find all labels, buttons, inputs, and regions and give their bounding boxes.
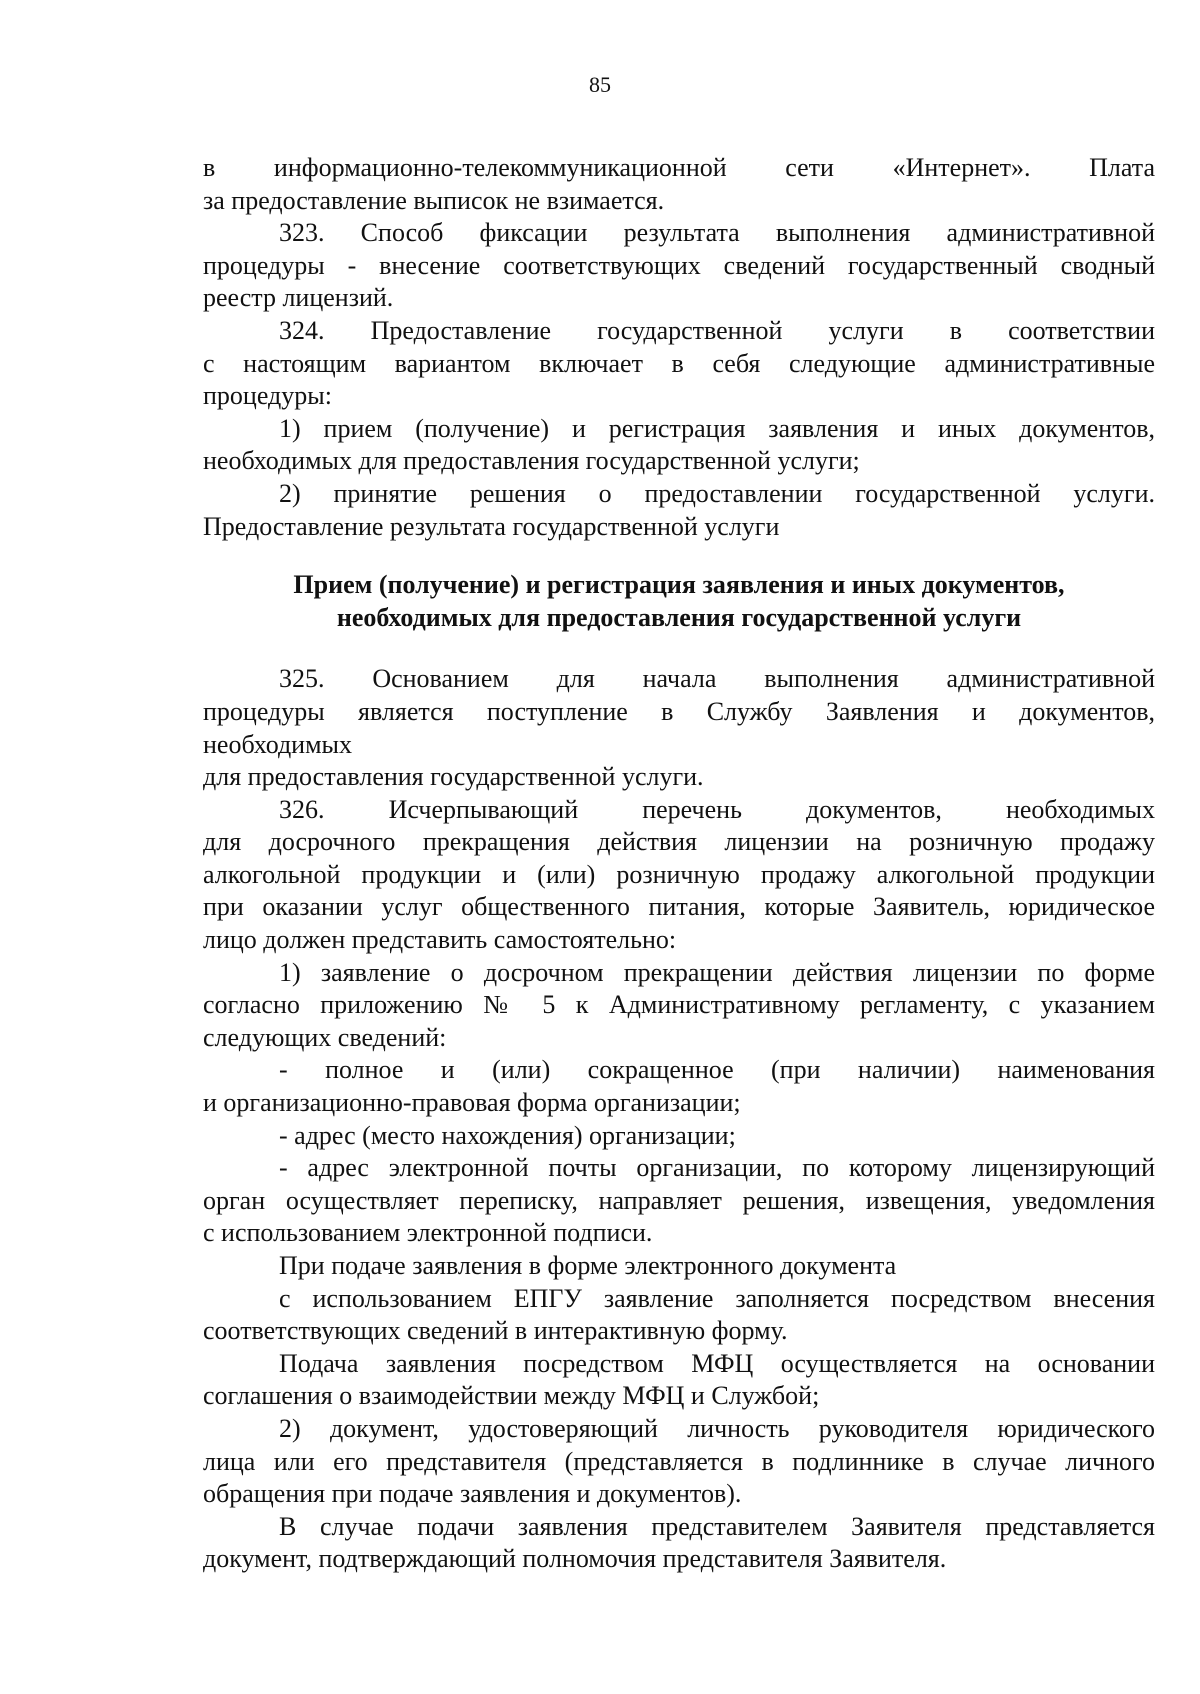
paragraph-line: лица или его представителя (представляется в подлиннике в случае личного [203, 1446, 1155, 1476]
paragraph-p324 [203, 315, 1155, 413]
paragraph-line: в информационно-телекоммуникационной сети «Интернет». Плата [203, 153, 1155, 182]
paragraph-line: для досрочного прекращения действия лицензии на розничную продажу [203, 827, 1155, 857]
paragraph-p326_epgu1 [203, 1250, 1155, 1283]
paragraph-line: для предоставления государственной услуги. [203, 762, 704, 792]
paragraph-line: Подача заявления посредством МФЦ осуществляется на основании [279, 1348, 1155, 1378]
paragraphs-top [203, 152, 1155, 543]
paragraph-p326_rep [203, 1511, 1155, 1576]
section-heading [203, 569, 1155, 634]
paragraph-line: и организационно-правовая форма организации; [203, 1088, 741, 1118]
paragraph-line: с настоящим вариантом включает в себя следующие административные [203, 348, 1155, 378]
paragraph-p324_1 [203, 413, 1155, 478]
paragraph-line: документ, подтверждающий полномочия представителя Заявителя. [203, 1544, 947, 1574]
paragraph-line: процедуры: [203, 381, 332, 411]
paragraph-line: алкогольной продукции и (или) розничную продажу алкогольной продукции [203, 859, 1155, 889]
paragraph-p324_2 [203, 478, 1155, 543]
paragraph-line: 1) прием (получение) и регистрация заявления и иных документов, [279, 413, 1155, 443]
paragraph-line: - адрес электронной почты организации, по которому лицензирующий [279, 1153, 1155, 1183]
paragraphs-bottom [203, 663, 1155, 1576]
paragraph-p326 [203, 794, 1155, 957]
paragraph-p326_1a [203, 1054, 1155, 1119]
section-heading-line-1: Прием (получение) и регистрация заявления и иных документов, [293, 570, 1065, 600]
paragraph-line: процедуры - внесение соответствующих сведений государственный сводный [203, 250, 1155, 280]
paragraph-line: процедуры является поступление в Службу Заявления и документов, [203, 696, 1155, 726]
paragraph-line: Предоставление результата государственной услуги [203, 511, 780, 541]
paragraph-line: за предоставление выписок не взимается. [203, 185, 665, 215]
section-heading-line-2: необходимых для предоставления государственной услуги [336, 602, 1022, 632]
paragraph-line: с использованием электронной подписи. [203, 1218, 653, 1248]
paragraph-line: необходимых [203, 729, 353, 759]
paragraph-line: 2) документ, удостоверяющий личность руководителя юридического [279, 1413, 1155, 1443]
paragraph-line: с использованием ЕПГУ заявление заполняется посредством внесения [279, 1283, 1155, 1313]
paragraph-line: 1) заявление о досрочном прекращении действия лицензии по форме [279, 957, 1155, 987]
paragraph-p326_1c [203, 1152, 1155, 1250]
paragraph-line: следующих сведений: [203, 1022, 447, 1052]
paragraph-line: 326. Исчерпывающий перечень документов, необходимых [279, 794, 1155, 824]
paragraph-line: соглашения о взаимодействии между МФЦ и Службой; [203, 1381, 820, 1411]
paragraph-line: обращения при подаче заявления и документов). [203, 1479, 742, 1509]
paragraph-line: При подаче заявления в форме электронного документа [279, 1251, 897, 1280]
paragraph-line: необходимых для предоставления государственной услуги; [203, 446, 860, 476]
paragraph-p326_mfc [203, 1348, 1155, 1413]
paragraph-line: лицо должен представить самостоятельно: [203, 925, 677, 955]
paragraph-p325 [203, 663, 1155, 793]
document-body [203, 152, 1155, 1576]
paragraph-line: 2) принятие решения о предоставлении государственной услуги. [279, 478, 1155, 508]
paragraph-line: орган осуществляет переписку, направляет решения, извещения, уведомления [203, 1185, 1155, 1215]
paragraph-line: соответствующих сведений в интерактивную форму. [203, 1316, 788, 1346]
paragraph-line: - полное и (или) сокращенное (при наличии) наименования [279, 1055, 1155, 1085]
paragraph-p326_2 [203, 1413, 1155, 1511]
paragraph-p323 [203, 217, 1155, 315]
paragraph-line: реестр лицензий. [203, 283, 394, 313]
paragraph-p326_1b [203, 1120, 1155, 1153]
paragraph-line: согласно приложению № 5 к Административному регламенту, с указанием [203, 990, 1155, 1020]
paragraph-line: 325. Основанием для начала выполнения административной [279, 664, 1155, 694]
paragraph-p326_1 [203, 957, 1155, 1055]
paragraph-line: 324. Предоставление государственной услуги в соответствии [279, 315, 1155, 345]
paragraph-line: при оказании услуг общественного питания, которые Заявитель, юридическое [203, 892, 1155, 922]
paragraph-line: - адрес (место нахождения) организации; [279, 1120, 736, 1150]
paragraph-line: В случае подачи заявления представителем Заявителя представляется [279, 1511, 1155, 1541]
paragraph-line: 323. Способ фиксации результата выполнения административной [279, 218, 1155, 248]
paragraph-p326_epgu2 [203, 1283, 1155, 1348]
paragraph-p0 [203, 152, 1155, 217]
page-number: 85 [589, 72, 611, 97]
